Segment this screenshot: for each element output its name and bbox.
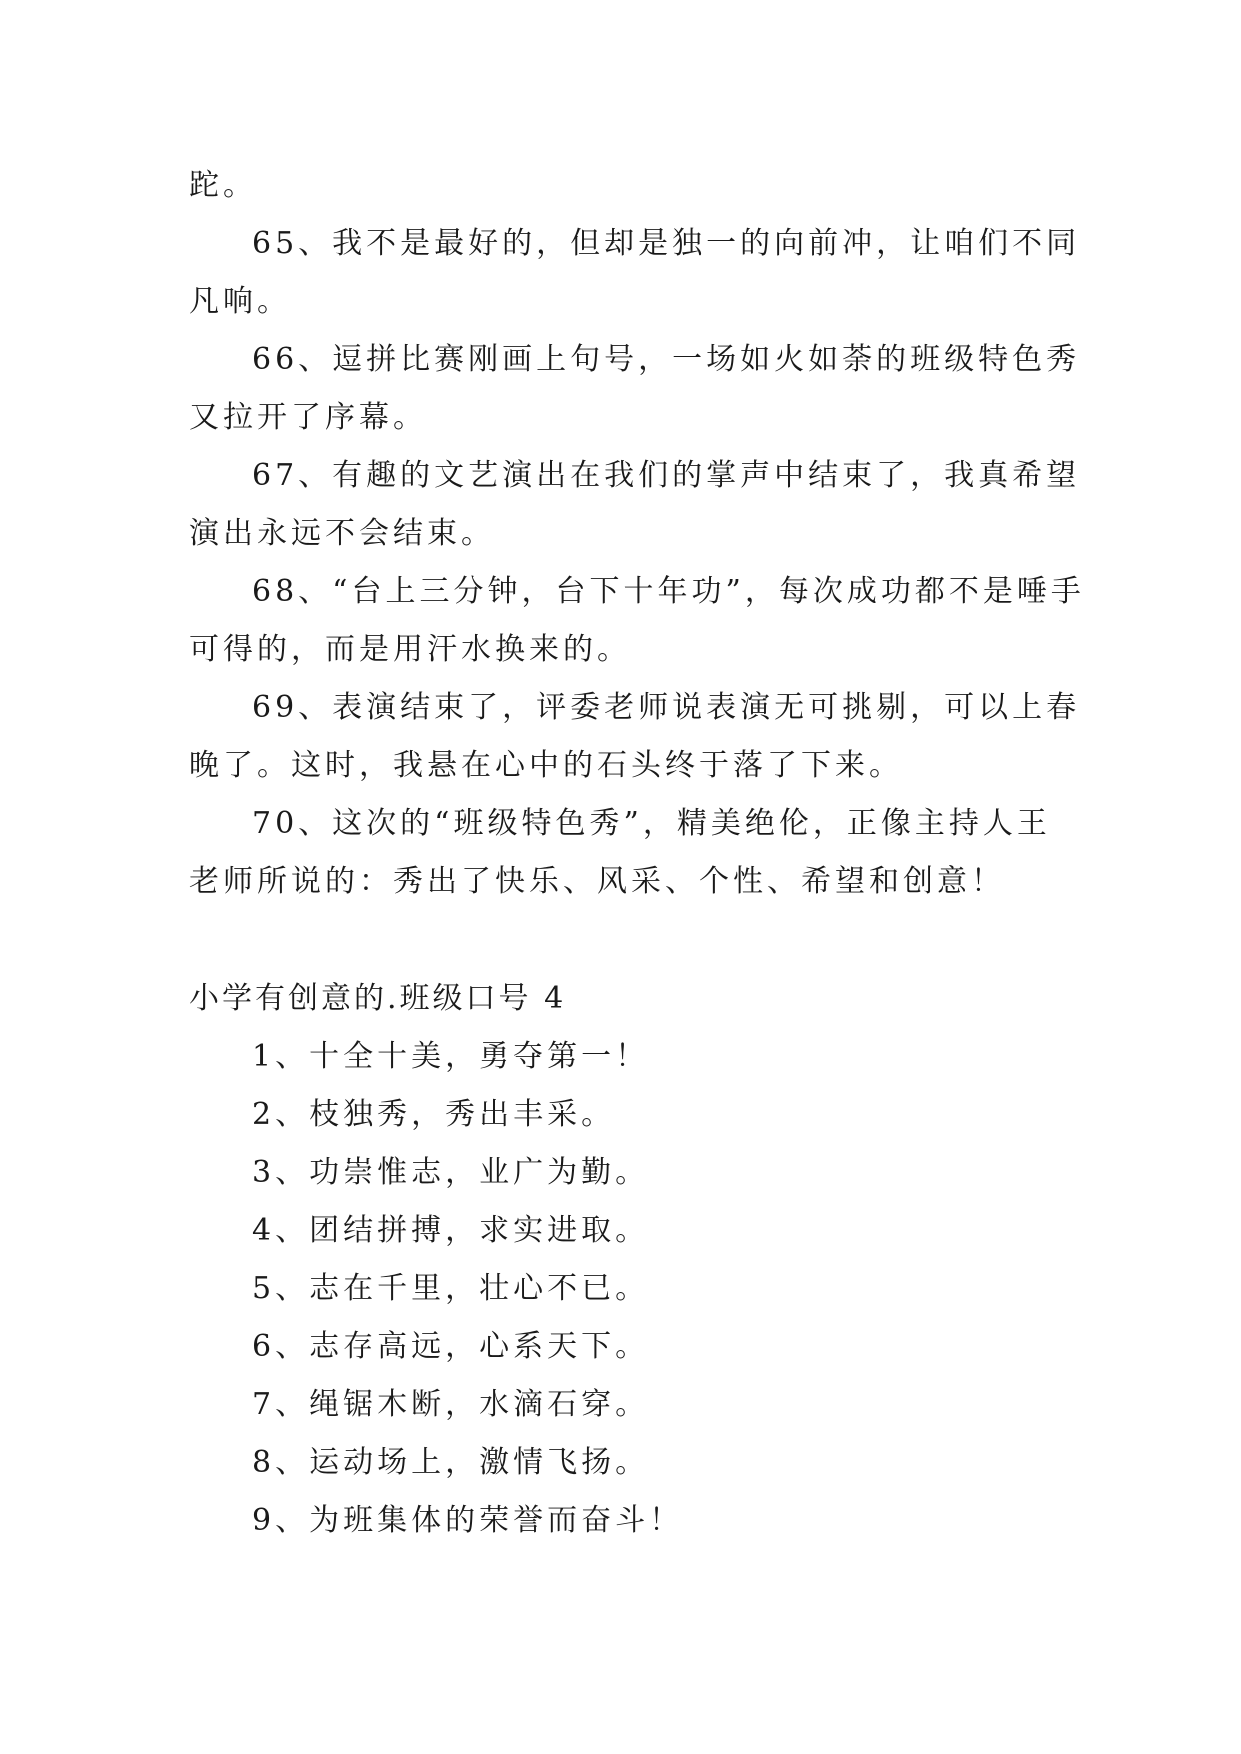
- slogan-item: 4、团结拼搏，求实进取。: [252, 1213, 650, 1248]
- text-line: 70、这次的“班级特色秀”，精美绝伦，正像主持人王: [252, 806, 1051, 841]
- slogan-item: 6、志存高远，心系天下。: [252, 1329, 650, 1364]
- text-line: 跎。: [189, 168, 257, 203]
- text-line: 可得的，而是用汗水换来的。: [189, 632, 631, 667]
- text-line: 演出永远不会结束。: [189, 516, 495, 551]
- text-line: 66、逗拼比赛刚画上句号，一场如火如荼的班级特色秀: [252, 342, 1081, 377]
- slogan-item: 3、功崇惟志，业广为勤。: [252, 1155, 650, 1190]
- slogan-item: 9、为班集体的荣誉而奋斗！: [252, 1503, 684, 1538]
- text-line: 老师所说的：秀出了快乐、风采、个性、希望和创意！: [189, 864, 1005, 899]
- section-heading: 小学有创意的.班级口号 4: [189, 981, 567, 1016]
- text-line: 65、我不是最好的，但却是独一的向前冲，让咱们不同: [252, 226, 1081, 261]
- text-line: 凡响。: [189, 284, 291, 319]
- text-line: 又拉开了序幕。: [189, 400, 427, 435]
- slogan-item: 2、枝独秀，秀出丰采。: [252, 1097, 616, 1132]
- slogan-item: 7、绳锯木断，水滴石穿。: [252, 1387, 650, 1422]
- text-line: 68、“台上三分钟，台下十年功”，每次成功都不是唾手: [252, 574, 1085, 609]
- text-line: 67、有趣的文艺演出在我们的掌声中结束了，我真希望: [252, 458, 1081, 493]
- text-line: 晚了。这时，我悬在心中的石头终于落了下来。: [189, 748, 903, 783]
- text-line: 69、表演结束了，评委老师说表演无可挑剔，可以上春: [252, 690, 1081, 725]
- slogan-item: 1、十全十美，勇夺第一！: [252, 1039, 650, 1074]
- slogan-item: 5、志在千里，壮心不已。: [252, 1271, 650, 1306]
- slogan-item: 8、运动场上，激情飞扬。: [252, 1445, 650, 1480]
